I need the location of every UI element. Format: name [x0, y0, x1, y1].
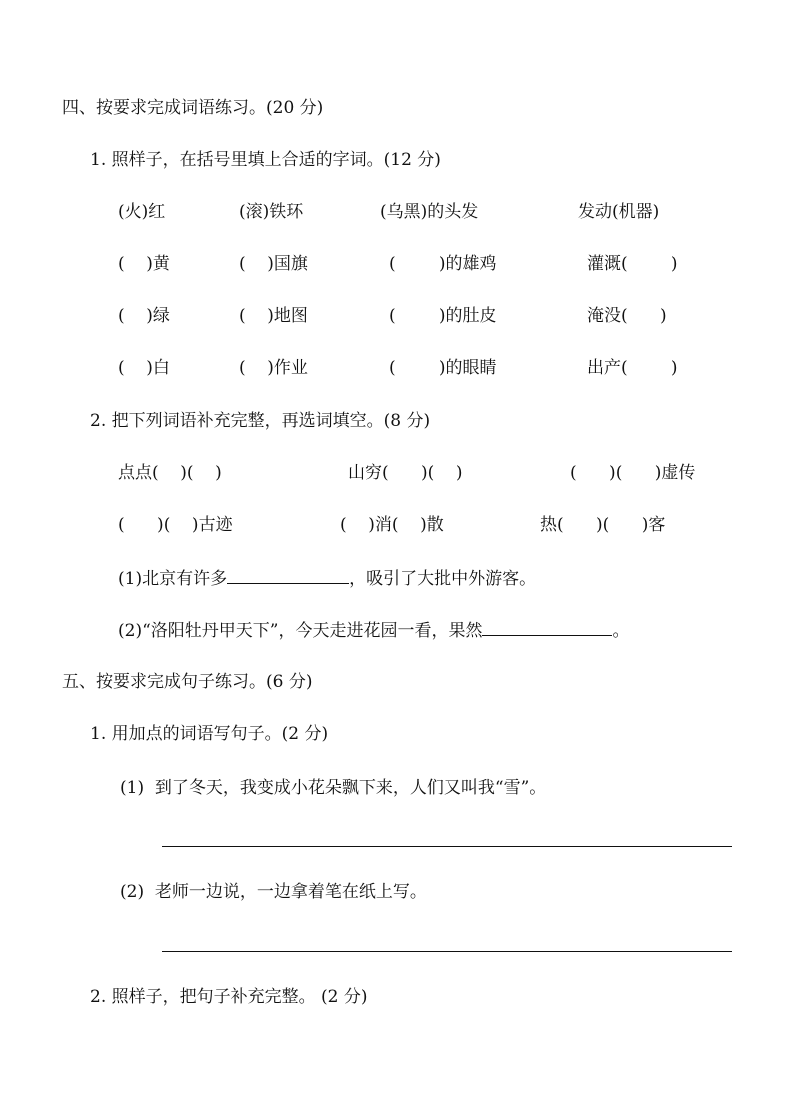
word-cell: ( )的雄鸡	[389, 254, 497, 274]
word-cell: ( )作业	[239, 358, 308, 378]
fill-sentence-2	[118, 619, 629, 642]
word-cell: 淹没( )	[587, 306, 667, 326]
word-cell: ( )白	[118, 358, 170, 378]
word-cell: ( )的眼睛	[389, 358, 497, 378]
word-cell: (火)红	[118, 202, 166, 222]
fill-sentence-2-after: 。	[612, 621, 630, 641]
idiom-cell: 点点( )( )	[118, 463, 222, 483]
word-cell: ( )地图	[239, 306, 308, 326]
question-4-1-prompt: 1. 照样子，在括号里填上合适的字词。(12 分)	[90, 150, 441, 170]
section-4-title: 四、按要求完成词语练习。(20 分)	[62, 98, 324, 118]
word-cell: ( )绿	[118, 306, 170, 326]
sentence-2: (2) 老师一边说，一边拿着笔在纸上写。	[120, 882, 427, 902]
fill-sentence-1	[118, 567, 536, 590]
word-cell: 灌溉( )	[587, 254, 678, 274]
word-cell: (乌黑)的头发	[380, 202, 479, 222]
idiom-cell: ( )( )古迹	[118, 515, 233, 535]
word-cell: ( )黄	[118, 254, 170, 274]
fill-sentence-2-before: (2)“洛阳牡丹甲天下”，今天走进花园一看，果然	[118, 621, 483, 641]
fill-sentence-1-before: (1)北京有许多	[118, 569, 228, 589]
section-5-title: 五、按要求完成句子练习。(6 分)	[62, 672, 313, 692]
idiom-cell: ( )( )虚传	[570, 463, 696, 483]
answer-line-2[interactable]	[162, 951, 732, 952]
fill-sentence-1-after: ，吸引了大批中外游客。	[349, 569, 537, 589]
question-4-2-prompt: 2. 把下列词语补充完整，再选词填空。(8 分)	[90, 411, 431, 431]
word-cell: (滚)铁环	[239, 202, 304, 222]
question-5-2-prompt: 2. 照样子，把句子补充完整。 (2 分)	[90, 987, 368, 1007]
question-5-1-prompt: 1. 用加点的词语写句子。(2 分)	[90, 724, 329, 744]
idiom-cell: ( )消( )散	[340, 515, 444, 535]
word-cell: ( )国旗	[239, 254, 308, 274]
idiom-cell: 热( )( )客	[540, 515, 666, 535]
idiom-cell: 山穷( )( )	[348, 463, 463, 483]
word-cell: ( )的肚皮	[389, 306, 497, 326]
word-cell: 出产( )	[587, 358, 678, 378]
fill-blank-1[interactable]	[227, 567, 349, 584]
sentence-1: (1) 到了冬天，我变成小花朵飘下来，人们又叫我“雪”。	[120, 778, 547, 798]
word-cell: 发动(机器)	[578, 202, 660, 222]
fill-blank-2[interactable]	[482, 619, 612, 636]
answer-line-1[interactable]	[162, 846, 732, 847]
